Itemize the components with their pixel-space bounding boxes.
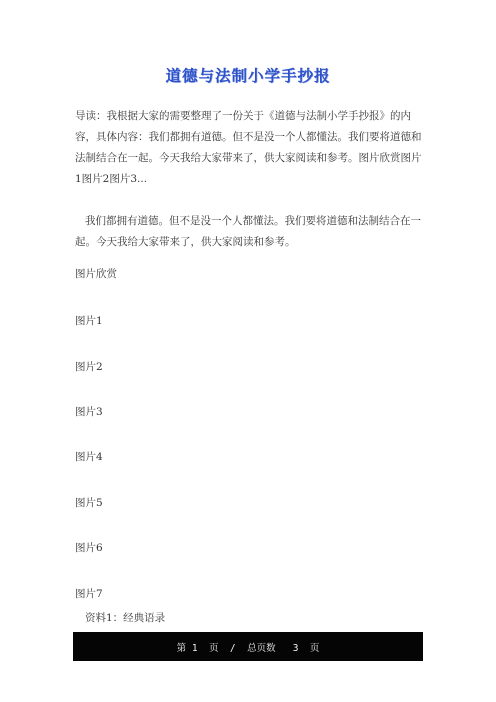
intro-paragraph: 导读：我根据大家的需要整理了一份关于《道德与法制小学手抄报》的内容，具体内容：我们都拥有道德。但不是没一个人都懂法。我们要将道德和法制结合在一起。今天我给大家带来了，供大家阅读和参考。图片欣赏图片1图片2图片3... — [75, 110, 422, 185]
resource-label: 资料1：经典语录 — [85, 612, 166, 624]
image-item-4: 图片4 — [75, 451, 103, 463]
body-paragraph: 我们都拥有道德。但不是没一个人都懂法。我们要将道德和法制结合在一起。今天我给大家带来了，供大家阅读和参考。 — [75, 215, 421, 248]
page-number-text: 第 1 页 / 总页数 3 页 — [176, 643, 320, 654]
image-item-3: 图片3 — [75, 406, 103, 418]
image-item-7: 图片7 — [75, 588, 103, 600]
page-footer-bar — [73, 632, 423, 661]
image-item-5: 图片5 — [75, 497, 103, 509]
image-item-1: 图片1 — [75, 315, 103, 327]
document-title: 道德与法制小学手抄报 — [165, 67, 331, 85]
section-label: 图片欣赏 — [75, 268, 117, 280]
image-item-6: 图片6 — [75, 542, 103, 554]
image-item-2: 图片2 — [75, 361, 103, 373]
